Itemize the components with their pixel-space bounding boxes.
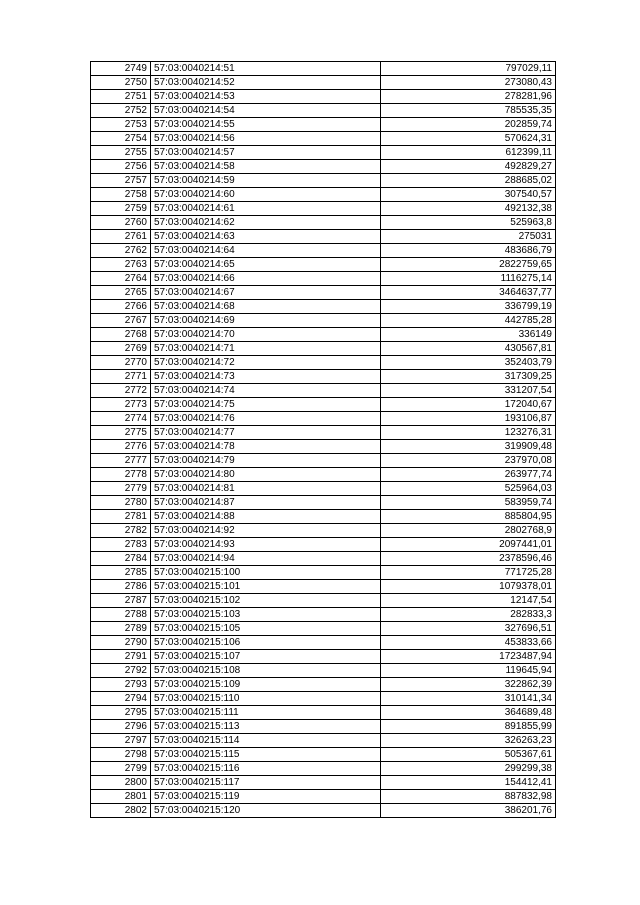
table-row — [91, 342, 556, 356]
table-row — [91, 748, 556, 762]
row-number-cell: 2756 — [91, 160, 151, 174]
row-number-cell: 2785 — [91, 566, 151, 580]
row-number-cell: 2784 — [91, 552, 151, 566]
value-cell: 317309,25 — [381, 370, 556, 384]
cadastral-number-cell: 57:03:0040214:61 — [151, 202, 381, 216]
table-row — [91, 132, 556, 146]
row-number-cell: 2792 — [91, 664, 151, 678]
value-cell: 2378596,46 — [381, 552, 556, 566]
cadastral-number-cell: 57:03:0040214:57 — [151, 146, 381, 160]
value-cell: 327696,51 — [381, 622, 556, 636]
row-number-cell: 2789 — [91, 622, 151, 636]
value-cell: 570624,31 — [381, 132, 556, 146]
value-cell: 123276,31 — [381, 426, 556, 440]
cadastral-number-cell: 57:03:0040215:108 — [151, 664, 381, 678]
value-cell: 891855,99 — [381, 720, 556, 734]
table-row — [91, 552, 556, 566]
cadastral-number-cell: 57:03:0040214:74 — [151, 384, 381, 398]
value-cell: 797029,11 — [381, 62, 556, 76]
cadastral-number-cell: 57:03:0040214:55 — [151, 118, 381, 132]
row-number-cell: 2765 — [91, 286, 151, 300]
value-cell: 1723487,94 — [381, 650, 556, 664]
row-number-cell: 2802 — [91, 804, 151, 818]
table-row — [91, 62, 556, 76]
row-number-cell: 2799 — [91, 762, 151, 776]
cadastral-number-cell: 57:03:0040215:117 — [151, 776, 381, 790]
row-number-cell: 2794 — [91, 692, 151, 706]
row-number-cell: 2769 — [91, 342, 151, 356]
value-cell: 331207,54 — [381, 384, 556, 398]
table-row — [91, 146, 556, 160]
row-number-cell: 2757 — [91, 174, 151, 188]
table-row — [91, 174, 556, 188]
table-row — [91, 426, 556, 440]
value-cell: 453833,66 — [381, 636, 556, 650]
row-number-cell: 2780 — [91, 496, 151, 510]
value-cell: 887832,98 — [381, 790, 556, 804]
cadastral-number-cell: 57:03:0040215:115 — [151, 748, 381, 762]
row-number-cell: 2761 — [91, 230, 151, 244]
row-number-cell: 2798 — [91, 748, 151, 762]
table-row — [91, 650, 556, 664]
table-row — [91, 90, 556, 104]
cadastral-number-cell: 57:03:0040215:106 — [151, 636, 381, 650]
value-cell: 771725,28 — [381, 566, 556, 580]
table-row — [91, 776, 556, 790]
cadastral-number-cell: 57:03:0040214:94 — [151, 552, 381, 566]
table-row — [91, 118, 556, 132]
table-row — [91, 594, 556, 608]
cadastral-number-cell: 57:03:0040214:67 — [151, 286, 381, 300]
cadastral-number-cell: 57:03:0040215:105 — [151, 622, 381, 636]
cadastral-number-cell: 57:03:0040215:116 — [151, 762, 381, 776]
cadastral-number-cell: 57:03:0040214:81 — [151, 482, 381, 496]
value-cell: 352403,79 — [381, 356, 556, 370]
cadastral-number-cell: 57:03:0040215:113 — [151, 720, 381, 734]
table-row — [91, 580, 556, 594]
row-number-cell: 2750 — [91, 76, 151, 90]
cadastral-number-cell: 57:03:0040215:110 — [151, 692, 381, 706]
cadastral-number-cell: 57:03:0040214:63 — [151, 230, 381, 244]
cadastral-number-cell: 57:03:0040214:76 — [151, 412, 381, 426]
cadastral-number-cell: 57:03:0040214:72 — [151, 356, 381, 370]
value-cell: 336799,19 — [381, 300, 556, 314]
table-row — [91, 370, 556, 384]
cadastral-number-cell: 57:03:0040214:62 — [151, 216, 381, 230]
table-row — [91, 160, 556, 174]
row-number-cell: 2774 — [91, 412, 151, 426]
row-number-cell: 2767 — [91, 314, 151, 328]
row-number-cell: 2764 — [91, 272, 151, 286]
value-cell: 193106,87 — [381, 412, 556, 426]
cadastral-number-cell: 57:03:0040214:53 — [151, 90, 381, 104]
value-cell: 442785,28 — [381, 314, 556, 328]
cadastral-number-cell: 57:03:0040215:111 — [151, 706, 381, 720]
table-row — [91, 328, 556, 342]
cadastral-value-table — [90, 61, 556, 818]
value-cell: 202859,74 — [381, 118, 556, 132]
row-number-cell: 2781 — [91, 510, 151, 524]
row-number-cell: 2758 — [91, 188, 151, 202]
row-number-cell: 2753 — [91, 118, 151, 132]
row-number-cell: 2793 — [91, 678, 151, 692]
table-body — [91, 62, 556, 818]
value-cell: 583959,74 — [381, 496, 556, 510]
table-row — [91, 202, 556, 216]
row-number-cell: 2755 — [91, 146, 151, 160]
row-number-cell: 2783 — [91, 538, 151, 552]
table-row — [91, 188, 556, 202]
table-row — [91, 384, 556, 398]
row-number-cell: 2763 — [91, 258, 151, 272]
value-cell: 785535,35 — [381, 104, 556, 118]
table-row — [91, 230, 556, 244]
value-cell: 282833,3 — [381, 608, 556, 622]
cadastral-number-cell: 57:03:0040214:78 — [151, 440, 381, 454]
cadastral-number-cell: 57:03:0040214:69 — [151, 314, 381, 328]
table-row — [91, 510, 556, 524]
value-cell: 612399,11 — [381, 146, 556, 160]
cadastral-number-cell: 57:03:0040215:102 — [151, 594, 381, 608]
cadastral-number-cell: 57:03:0040215:120 — [151, 804, 381, 818]
value-cell: 307540,57 — [381, 188, 556, 202]
table-row — [91, 790, 556, 804]
value-cell: 288685,02 — [381, 174, 556, 188]
value-cell: 326263,23 — [381, 734, 556, 748]
row-number-cell: 2782 — [91, 524, 151, 538]
cadastral-number-cell: 57:03:0040215:100 — [151, 566, 381, 580]
row-number-cell: 2754 — [91, 132, 151, 146]
value-cell: 310141,34 — [381, 692, 556, 706]
cadastral-number-cell: 57:03:0040214:88 — [151, 510, 381, 524]
cadastral-number-cell: 57:03:0040214:93 — [151, 538, 381, 552]
row-number-cell: 2762 — [91, 244, 151, 258]
value-cell: 12147,54 — [381, 594, 556, 608]
row-number-cell: 2791 — [91, 650, 151, 664]
cadastral-number-cell: 57:03:0040214:73 — [151, 370, 381, 384]
cadastral-number-cell: 57:03:0040214:80 — [151, 468, 381, 482]
table-row — [91, 244, 556, 258]
table-row — [91, 300, 556, 314]
row-number-cell: 2759 — [91, 202, 151, 216]
cadastral-number-cell: 57:03:0040214:59 — [151, 174, 381, 188]
cadastral-number-cell: 57:03:0040215:107 — [151, 650, 381, 664]
value-cell: 1079378,01 — [381, 580, 556, 594]
table-row — [91, 496, 556, 510]
row-number-cell: 2787 — [91, 594, 151, 608]
cadastral-number-cell: 57:03:0040215:119 — [151, 790, 381, 804]
value-cell: 154412,41 — [381, 776, 556, 790]
value-cell: 364689,48 — [381, 706, 556, 720]
row-number-cell: 2795 — [91, 706, 151, 720]
cadastral-number-cell: 57:03:0040214:52 — [151, 76, 381, 90]
cadastral-number-cell: 57:03:0040214:65 — [151, 258, 381, 272]
row-number-cell: 2760 — [91, 216, 151, 230]
value-cell: 885804,95 — [381, 510, 556, 524]
row-number-cell: 2801 — [91, 790, 151, 804]
row-number-cell: 2766 — [91, 300, 151, 314]
table-row — [91, 762, 556, 776]
table-row — [91, 524, 556, 538]
row-number-cell: 2779 — [91, 482, 151, 496]
row-number-cell: 2786 — [91, 580, 151, 594]
table-row — [91, 104, 556, 118]
cadastral-number-cell: 57:03:0040214:58 — [151, 160, 381, 174]
table-row — [91, 804, 556, 818]
table-row — [91, 678, 556, 692]
row-number-cell: 2768 — [91, 328, 151, 342]
row-number-cell: 2790 — [91, 636, 151, 650]
cadastral-number-cell: 57:03:0040214:66 — [151, 272, 381, 286]
table-row — [91, 692, 556, 706]
table-row — [91, 272, 556, 286]
cadastral-number-cell: 57:03:0040214:92 — [151, 524, 381, 538]
cadastral-number-cell: 57:03:0040214:51 — [151, 62, 381, 76]
cadastral-number-cell: 57:03:0040214:70 — [151, 328, 381, 342]
row-number-cell: 2771 — [91, 370, 151, 384]
value-cell: 3464637,77 — [381, 286, 556, 300]
row-number-cell: 2776 — [91, 440, 151, 454]
table-row — [91, 636, 556, 650]
value-cell: 386201,76 — [381, 804, 556, 818]
value-cell: 2822759,65 — [381, 258, 556, 272]
table-row — [91, 608, 556, 622]
row-number-cell: 2770 — [91, 356, 151, 370]
value-cell: 483686,79 — [381, 244, 556, 258]
table-row — [91, 258, 556, 272]
value-cell: 237970,08 — [381, 454, 556, 468]
table-row — [91, 720, 556, 734]
row-number-cell: 2796 — [91, 720, 151, 734]
row-number-cell: 2778 — [91, 468, 151, 482]
row-number-cell: 2752 — [91, 104, 151, 118]
cadastral-number-cell: 57:03:0040215:101 — [151, 580, 381, 594]
value-cell: 322862,39 — [381, 678, 556, 692]
value-cell: 278281,96 — [381, 90, 556, 104]
value-cell: 172040,67 — [381, 398, 556, 412]
cadastral-number-cell: 57:03:0040214:60 — [151, 188, 381, 202]
value-cell: 2097441,01 — [381, 538, 556, 552]
value-cell: 525964,03 — [381, 482, 556, 496]
table-row — [91, 664, 556, 678]
value-cell: 273080,43 — [381, 76, 556, 90]
cadastral-number-cell: 57:03:0040214:56 — [151, 132, 381, 146]
table-row — [91, 286, 556, 300]
cadastral-number-cell: 57:03:0040215:114 — [151, 734, 381, 748]
value-cell: 319909,48 — [381, 440, 556, 454]
row-number-cell: 2772 — [91, 384, 151, 398]
table-row — [91, 440, 556, 454]
row-number-cell: 2788 — [91, 608, 151, 622]
table-row — [91, 622, 556, 636]
table-row — [91, 356, 556, 370]
cadastral-number-cell: 57:03:0040214:87 — [151, 496, 381, 510]
table-row — [91, 314, 556, 328]
value-cell: 2802768,9 — [381, 524, 556, 538]
value-cell: 525963,8 — [381, 216, 556, 230]
value-cell: 275031 — [381, 230, 556, 244]
cadastral-number-cell: 57:03:0040214:71 — [151, 342, 381, 356]
table-row — [91, 76, 556, 90]
cadastral-number-cell: 57:03:0040215:103 — [151, 608, 381, 622]
value-cell: 119645,94 — [381, 664, 556, 678]
table-row — [91, 482, 556, 496]
value-cell: 336149 — [381, 328, 556, 342]
row-number-cell: 2751 — [91, 90, 151, 104]
value-cell: 492132,38 — [381, 202, 556, 216]
row-number-cell: 2777 — [91, 454, 151, 468]
cadastral-number-cell: 57:03:0040214:64 — [151, 244, 381, 258]
table-row — [91, 706, 556, 720]
table-row — [91, 538, 556, 552]
cadastral-number-cell: 57:03:0040214:68 — [151, 300, 381, 314]
cadastral-number-cell: 57:03:0040214:77 — [151, 426, 381, 440]
cadastral-number-cell: 57:03:0040214:79 — [151, 454, 381, 468]
value-cell: 505367,61 — [381, 748, 556, 762]
row-number-cell: 2797 — [91, 734, 151, 748]
table-row — [91, 468, 556, 482]
table-row — [91, 398, 556, 412]
table-row — [91, 566, 556, 580]
value-cell: 299299,38 — [381, 762, 556, 776]
cadastral-number-cell: 57:03:0040214:75 — [151, 398, 381, 412]
row-number-cell: 2800 — [91, 776, 151, 790]
value-cell: 263977,74 — [381, 468, 556, 482]
row-number-cell: 2749 — [91, 62, 151, 76]
cadastral-number-cell: 57:03:0040215:109 — [151, 678, 381, 692]
value-cell: 492829,27 — [381, 160, 556, 174]
row-number-cell: 2775 — [91, 426, 151, 440]
value-cell: 430567,81 — [381, 342, 556, 356]
table-row — [91, 412, 556, 426]
table-row — [91, 454, 556, 468]
value-cell: 1116275,14 — [381, 272, 556, 286]
table-row — [91, 216, 556, 230]
row-number-cell: 2773 — [91, 398, 151, 412]
table-row — [91, 734, 556, 748]
cadastral-number-cell: 57:03:0040214:54 — [151, 104, 381, 118]
